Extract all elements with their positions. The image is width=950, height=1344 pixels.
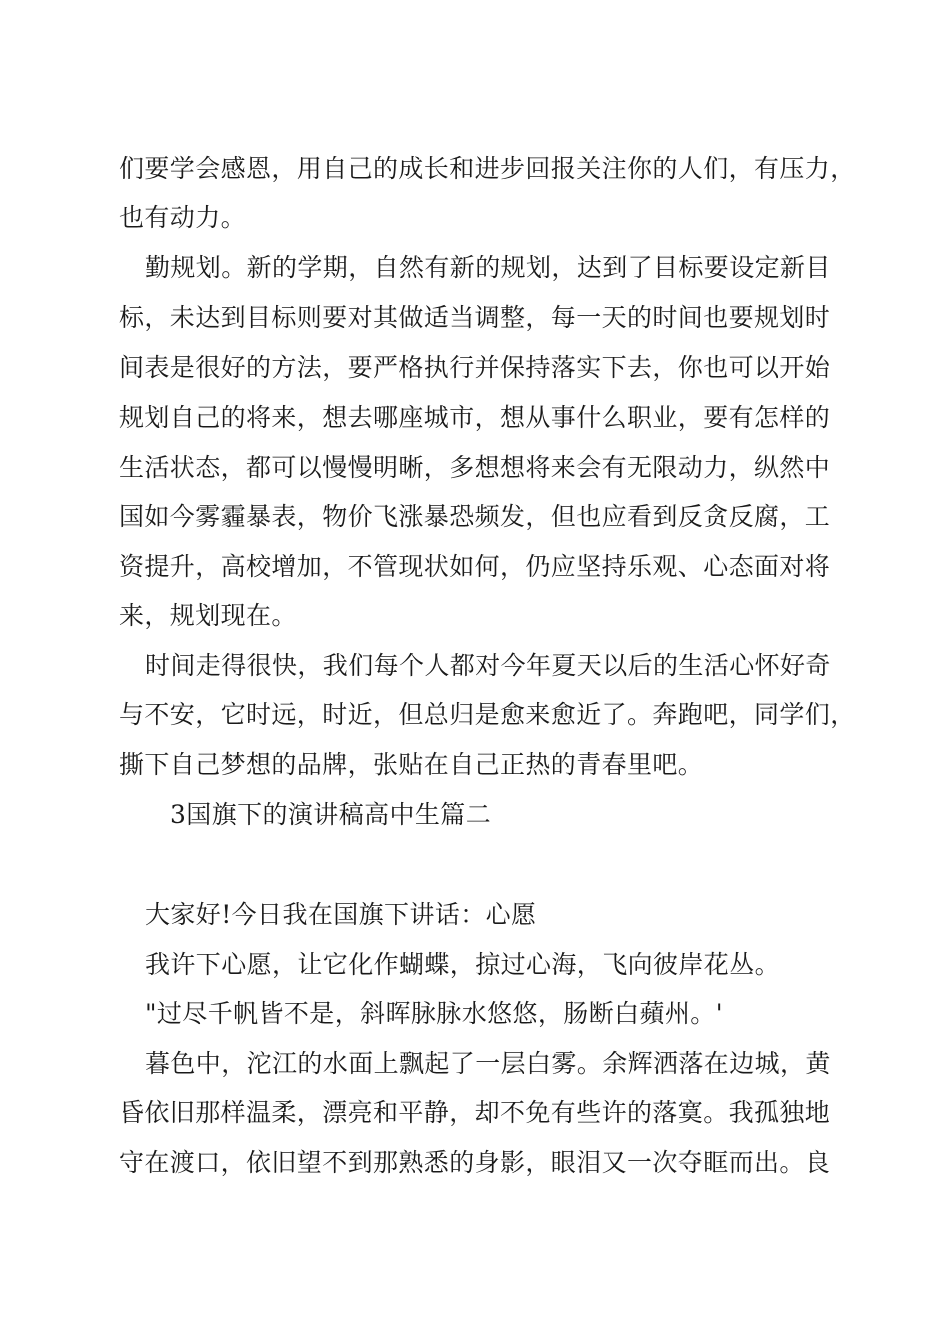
text-line: 规划自己的将来，想去哪座城市，想从事什么职业，要有怎样的: [119, 403, 831, 432]
text-line: 们要学会感恩，用自己的成长和进步回报关注你的人们，有压力，: [119, 154, 856, 183]
section-heading: 3国旗下的演讲稿高中生篇二: [170, 800, 492, 829]
text-line: 标，未达到目标则要对其做适当调整，每一天的时间也要规划时: [119, 303, 831, 332]
text-line: 守在渡口，依旧望不到那熟悉的身影，眼泪又一次夺眶而出。良: [119, 1148, 831, 1177]
text-line: 撕下自己梦想的品牌，张贴在自己正热的青春里吧。: [119, 750, 704, 779]
text-line: 昏依旧那样温柔，漂亮和平静，却不免有些许的落寞。我孤独地: [119, 1098, 831, 1127]
text-line: 间表是很好的方法，要严格执行并保持落实下去，你也可以开始: [119, 353, 831, 382]
text-line: "过尽千帆皆不是，斜晖脉脉水悠悠，肠断白蘋州。': [145, 999, 723, 1028]
text-line: 与不安，它时远，时近，但总归是愈来愈近了。奔跑吧，同学们，: [119, 700, 856, 729]
text-line: 大家好!今日我在国旗下讲话：心愿: [145, 900, 537, 929]
text-line: 也有动力。: [119, 203, 247, 232]
text-line: 我许下心愿，让它化作蝴蝶，掠过心海，飞向彼岸花丛。: [145, 950, 781, 979]
text-line: 资提升，高校增加，不管现状如何，仍应坚持乐观、心态面对将: [119, 552, 831, 581]
text-line: 勤规划。新的学期，自然有新的规划，达到了目标要设定新目: [145, 253, 831, 282]
text-line: 生活状态，都可以慢慢明晰，多想想将来会有无限动力，纵然中: [119, 453, 831, 482]
text-line: 来，规划现在。: [119, 601, 297, 630]
text-line: 时间走得很快，我们每个人都对今年夏天以后的生活心怀好奇: [145, 651, 831, 680]
text-line: 暮色中，沱江的水面上飘起了一层白雾。余辉洒落在边城，黄: [145, 1049, 831, 1078]
text-line: 国如今雾霾暴表，物价飞涨暴恐频发，但也应看到反贪反腐，工: [119, 502, 831, 531]
